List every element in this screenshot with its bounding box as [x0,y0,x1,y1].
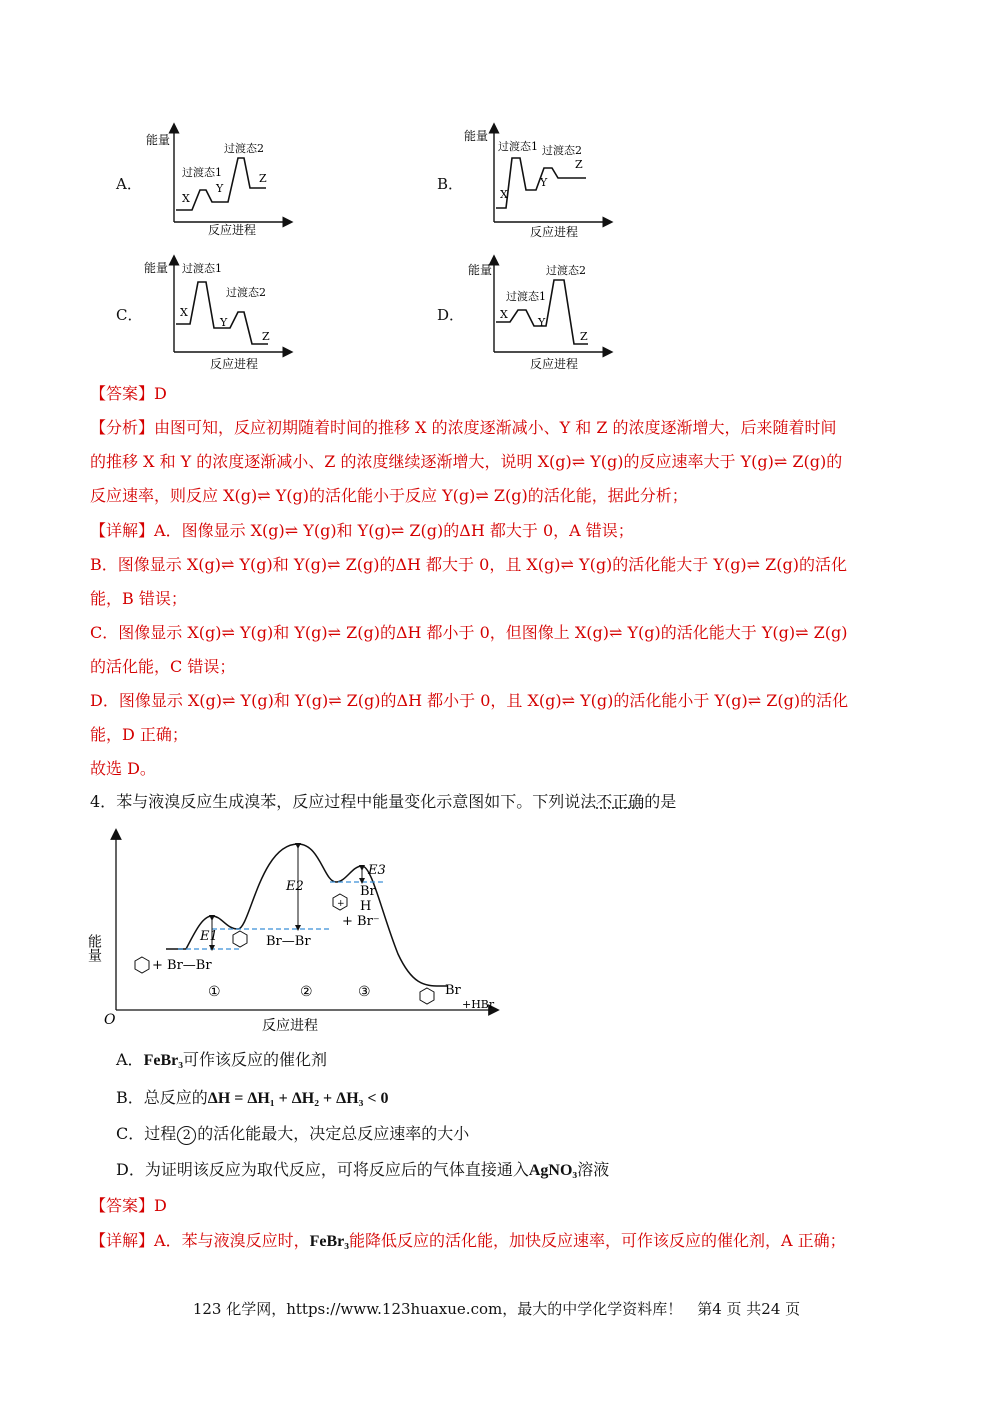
ts2-label: 过渡态2 [542,144,582,157]
option-letter: A． [116,1050,144,1069]
energy-chart-a [140,122,300,242]
q4-number: 4． [90,792,117,811]
q4-detail-line [90,1231,905,1252]
step2-label: ② [300,984,313,1000]
detail-tag: 【详解】 [90,1231,155,1250]
x-axis-label: 反应进程 [262,1018,318,1034]
q4-answer-line [90,1196,905,1216]
y-axis-label: 能量 [146,133,171,147]
intermediate2-anion: + Br⁻ [342,914,380,929]
fe-br3-formula: FeBr₃ [143,1052,184,1069]
state-y: Y [540,176,548,189]
answer-tag: 【答案】 [90,384,155,403]
q3-answer-line [90,384,905,404]
option-letter: D． [116,1160,145,1179]
q3-analysis-line-1 [90,418,905,438]
x-axis-label: 反应进程 [210,357,259,371]
y-axis-label: 能量 [464,129,489,143]
x-axis-label: 反应进程 [530,357,579,371]
q4-option-c[interactable] [116,1124,469,1145]
option-text-post: 溶液 [577,1160,610,1179]
page-footer: 123 化学网，https://www.123huaxue.com，最大的中学化学资料库！ 第4 页 共24 页 [192,1300,801,1318]
analysis-text: 由图可知，反应初期随着时间的推移 X 的浓度逐渐减小、Y 和 Z 的浓度逐渐增大，后来随着时间 [154,418,837,437]
state-x: X [180,306,188,319]
answer-value: D [154,1196,167,1215]
fe-br3-formula: FeBr₃ [309,1233,350,1250]
state-y: Y [220,316,228,329]
product-hbr: +HBr [462,998,495,1011]
x-axis-label: 反应进程 [208,223,257,237]
detail-tag: 【详解】 [90,521,155,540]
y-axis-label: 能量 [86,934,102,962]
detail-text: A．图像显示 X(g)⇌ Y(g)和 Y(g)⇌ Z(g)的ΔH 都大于 0，A 错误； [154,521,634,540]
q4-stem-emphasis: 不正确 [596,792,645,811]
option-b-label: B． [437,175,464,193]
option-a-label: A． [116,175,142,193]
state-z: Z [262,330,270,343]
intermediate2-br: Br [360,884,376,899]
e1-label: E1 [200,929,218,944]
detail-pre: A．苯与液溴反应时， [154,1231,310,1250]
benzene-icon [135,957,149,973]
product-br: Br [445,983,461,998]
q3-detail-line-7: 能，D 正确； [90,725,188,744]
state-x: X [182,192,190,205]
step3-label: ③ [358,984,371,1000]
ts1-label: 过渡态1 [182,262,222,275]
state-y: Y [538,316,546,329]
q3-detail-line-1 [90,521,905,541]
bromobenzene-icon [420,988,434,1004]
q4-option-b[interactable] [116,1088,389,1109]
e2-label: E2 [286,879,304,894]
q3-analysis-line-3: 反应速率，则反应 X(g)⇌ Y(g)的活化能小于反应 Y(g)⇌ Z(g)的活化能，据此分析； [90,486,688,505]
q3-detail-line-2: B．图像显示 X(g)⇌ Y(g)和 Y(g)⇌ Z(g)的ΔH 都大于 0，且 X(g)⇌ Y(g)的活化能大于 Y(g)⇌ Z(g)的活化 [90,555,848,574]
option-text-post: 可作该反应的催化剂 [183,1050,328,1069]
option-c-label: C． [116,306,143,324]
option-letter: C． [116,1124,145,1143]
q3-detail-line-6: D．图像显示 X(g)⇌ Y(g)和 Y(g)⇌ Z(g)的ΔH 都小于 0，且 X(g)⇌ Y(g)的活化能小于 Y(g)⇌ Z(g)的活化 [90,691,849,710]
energy-chart-c [140,254,300,374]
ts2-label: 过渡态2 [224,142,264,155]
intermediate2-h: H [360,899,372,914]
energy-chart-b [460,122,620,242]
ts1-label: 过渡态1 [182,166,222,179]
state-x: X [500,188,508,201]
intermediate1-label: Br—Br [266,934,311,949]
y-axis-label: 能量 [144,261,169,275]
q3-detail-line-3: 能，B 错误； [90,589,187,608]
q3-analysis-line-2: 的推移 X 和 Y 的浓度逐渐减小、Z 的浓度继续逐渐增大，说明 X(g)⇌ Y(g)的反应速率大于 Y(g)⇌ Z(g)的 [90,452,843,471]
ts2-label: 过渡态2 [546,264,586,277]
q3-detail-line-4: C．图像显示 X(g)⇌ Y(g)和 Y(g)⇌ Z(g)的ΔH 都小于 0，但图像上 X(g)⇌ Y(g)的活化能大于 Y(g)⇌ Z(g) [90,623,848,642]
answer-value: D [154,384,167,403]
e3-label: E3 [368,863,386,878]
enthalpy-formula: ΔH = ΔH₁ + ΔH₂ + ΔH₃ < 0 [207,1090,389,1107]
x-axis-label: 反应进程 [530,225,579,239]
origin-label: O [104,1012,116,1028]
answer-tag: 【答案】 [90,1196,155,1215]
benzene-bromination-energy-diagram [86,824,510,1039]
ts2-label: 过渡态2 [226,286,266,299]
q3-detail-line-5: 的活化能，C 错误； [90,657,236,676]
option-letter: B． [116,1088,144,1107]
option-text-pre: 总反应的 [143,1088,208,1107]
q3-detail-line-8: 故选 D。 [90,759,156,778]
q4-stem-before: 苯与液溴反应生成溴苯，反应过程中能量变化示意图如下。下列说法 [116,792,597,811]
y-axis-label: 能量 [468,263,493,277]
detail-post: 能降低反应的活化能，加快反应速率，可作该反应的催化剂，A 正确； [349,1231,846,1250]
q4-stem-after: 的是 [644,792,677,811]
agno3-formula: AgNO₃ [528,1162,578,1179]
ts1-label: 过渡态1 [506,290,546,303]
option-text-post: 的活化能最大，决定总反应速率的大小 [197,1124,470,1143]
state-z: Z [580,330,588,343]
benzene-icon [233,931,247,947]
reactant-label: + Br—Br [152,958,212,973]
q4-option-a[interactable] [116,1050,327,1071]
analysis-tag: 【分析】 [90,418,155,437]
state-z: Z [575,158,583,171]
option-text-pre: 为证明该反应为取代反应，可将反应后的气体直接通入 [144,1160,529,1179]
q4-option-d[interactable] [116,1160,609,1181]
step1-label: ① [208,984,221,1000]
option-d-label: D． [437,306,465,324]
plus-sign: + [337,899,345,909]
energy-chart-d [460,254,620,374]
state-y: Y [216,182,224,195]
state-x: X [500,308,508,321]
state-z: Z [259,172,267,185]
option-text-pre: 过程 [144,1124,177,1143]
q4-stem [90,792,676,812]
ts1-label: 过渡态1 [498,140,538,153]
circled-two: 2 [177,1126,196,1145]
